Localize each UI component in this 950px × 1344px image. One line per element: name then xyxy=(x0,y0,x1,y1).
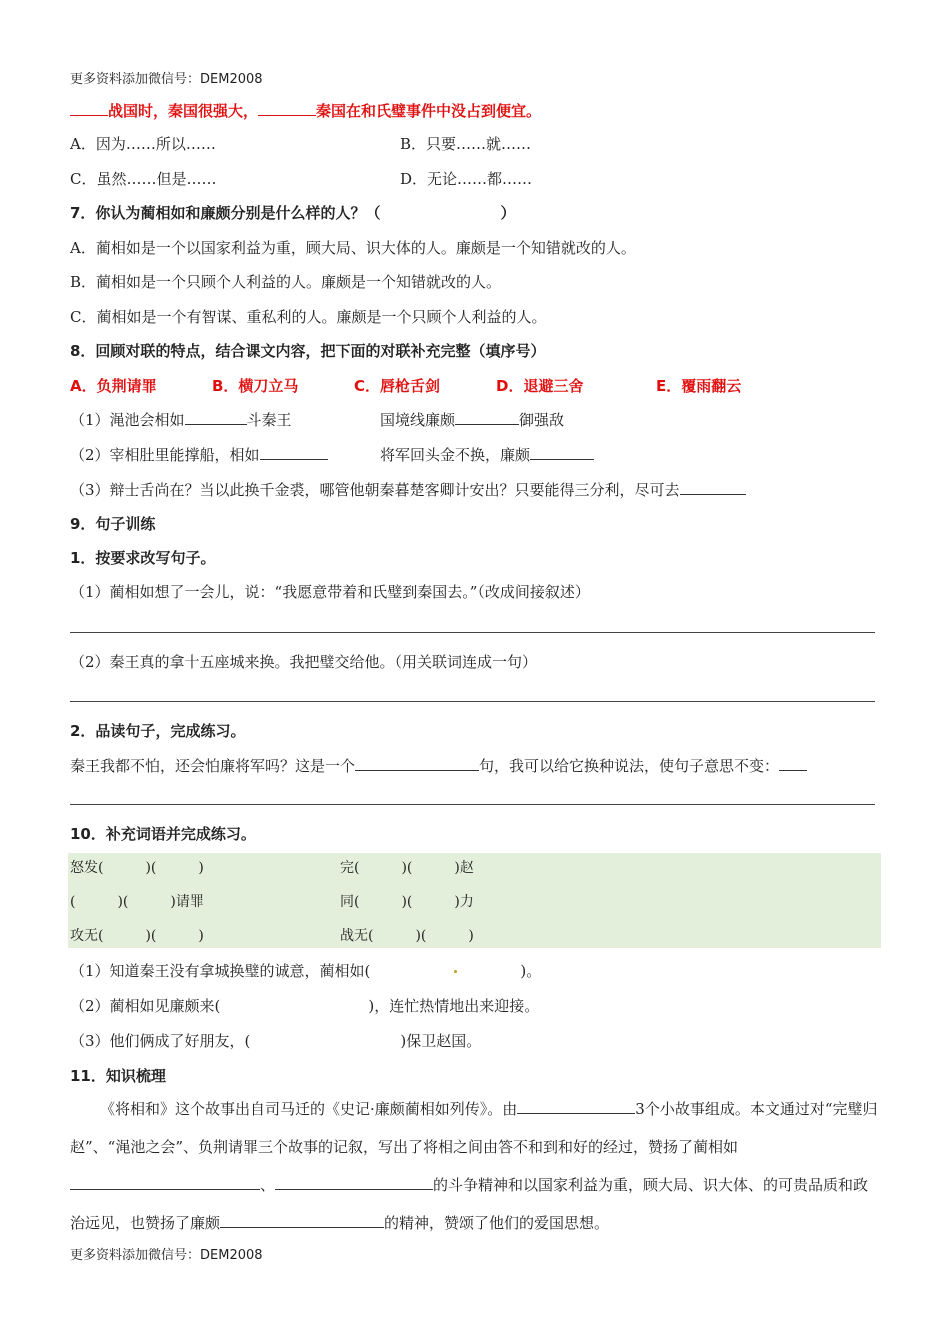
q8-choice-c: C．唇枪舌剑 xyxy=(354,377,441,395)
q7-stem xyxy=(70,203,515,223)
q6-stem xyxy=(70,101,541,121)
q8-item2-left xyxy=(70,445,328,465)
q9-s3-b: 句，我可以给它换种说法，使句子意思不变： xyxy=(479,757,780,775)
q6-option-a: A．因为……所以…… xyxy=(70,135,216,153)
q9-s3-blank-2[interactable] xyxy=(779,756,807,771)
q10-title: 10．补充词语并完成练习。 xyxy=(70,825,256,843)
q10-grid-r2-c1[interactable]: ( )( )请罪 xyxy=(70,894,204,910)
q9-s3-a: 秦王我都不怕，还会怕廉将军吗？这是一个 xyxy=(70,757,356,775)
q11-blank-4[interactable] xyxy=(220,1213,384,1228)
q8-item2-blank-2[interactable] xyxy=(530,445,594,460)
stray-mark xyxy=(454,970,457,973)
q6-option-b: B．只要……就…… xyxy=(400,135,532,153)
q10-e1-a: （1）知道秦王没有拿城换璧的诚意，蔺相如( xyxy=(70,962,371,980)
q6-option-c: C．虽然……但是…… xyxy=(70,170,217,188)
q9-s3-blank-1[interactable] xyxy=(355,756,479,771)
q10-e1-b: )。 xyxy=(520,962,542,980)
q9-answer-line-2[interactable] xyxy=(70,701,875,702)
q8-item2-right-text: 将军回头金不换，廉颇 xyxy=(380,446,531,464)
q8-item2-right xyxy=(380,445,594,465)
q9-sentence-2: （2）秦王真的拿十五座城来换。我把璧交给他。（用关联词连成一句） xyxy=(70,653,538,671)
q7-option-b: B．蔺相如是一个只顾个人利益的人。廉颇是一个知错就改的人。 xyxy=(70,273,502,291)
q6-part1: 战国时，秦国很强大， xyxy=(108,102,259,120)
q8-item3-text: （3）辩士舌尚在？当以此换千金裘，哪管他朝秦暮楚客卿计安出？只要能得三分利，尽可去 xyxy=(70,481,680,499)
q8-item1-left xyxy=(70,410,292,430)
q6-part2: 秦国在和氏璧事件中没占到便宜。 xyxy=(316,102,542,120)
footer-wechat-note: 更多资料添加微信号：DEM2008 xyxy=(70,1248,263,1263)
q10-grid-r1-c1[interactable]: 怒发( )( ) xyxy=(70,860,204,876)
q10-e2-b: )，连忙热情地出来迎接。 xyxy=(368,997,540,1015)
q11-p-c: 、 xyxy=(260,1176,276,1194)
q8-item1-right-b: 御强敌 xyxy=(519,411,565,429)
q8-item3-blank[interactable] xyxy=(680,480,746,495)
q7-stem-text: 7．你认为蔺相如和廉颇分别是什么样的人？（ xyxy=(70,204,381,222)
q8-item1-right xyxy=(380,410,564,430)
q10-grid-r2-c2[interactable]: 同( )( )力 xyxy=(340,894,474,910)
q8-choice-a: A．负荆请罪 xyxy=(70,377,157,395)
q10-exercise-1 xyxy=(70,961,541,981)
q7-paren-close: ） xyxy=(500,204,516,222)
q10-grid-r3-c2[interactable]: 战无( )( ) xyxy=(340,928,474,944)
q11-p-b: 3个小故事组成。本文通过对“完璧归赵”、“渑池之会”、负荆请罪三个故事的记叙，写出了将相之间由答不和到和好的经过，赞扬了蔺相如 xyxy=(70,1100,878,1156)
q9-answer-line-1[interactable] xyxy=(70,632,875,633)
q10-grid-r3-c1[interactable]: 攻无( )( ) xyxy=(70,928,204,944)
header-wechat-note: 更多资料添加微信号：DEM2008 xyxy=(70,72,263,87)
q10-grid-r1-c2[interactable]: 完( )( )赵 xyxy=(340,860,474,876)
q11-p-e: 的精神，赞颂了他们的爱国思想。 xyxy=(384,1214,610,1232)
q8-item1-left-a: （1）渑池会相如 xyxy=(70,411,185,429)
q10-exercise-3 xyxy=(70,1031,481,1051)
q11-paragraph xyxy=(70,1090,882,1242)
q8-item1-right-a: 国境线廉颇 xyxy=(380,411,456,429)
q9-sub1: 1．按要求改写句子。 xyxy=(70,549,216,567)
q7-option-a: A．蔺相如是一个以国家利益为重，顾大局、识大体的人。廉颇是一个知错就改的人。 xyxy=(70,239,636,257)
q11-blank-2[interactable] xyxy=(70,1175,260,1190)
q10-e3-b: )保卫赵国。 xyxy=(400,1032,482,1050)
q11-title: 11．知识梳理 xyxy=(70,1067,166,1085)
q8-item2-blank-1[interactable] xyxy=(260,445,328,460)
q8-item3 xyxy=(70,480,746,500)
q8-stem: 8．回顾对联的特点，结合课文内容，把下面的对联补充完整（填序号） xyxy=(70,342,546,360)
q8-choice-d: D．退避三舍 xyxy=(496,377,584,395)
q8-item1-blank-2[interactable] xyxy=(455,410,519,425)
q11-blank-1[interactable] xyxy=(517,1099,635,1114)
q9-title: 9．句子训练 xyxy=(70,515,156,533)
q11-p-a: 《将相和》这个故事出自司马迁的《史记·廉颇蔺相如列传》。由 xyxy=(100,1100,518,1118)
q8-choice-b: B．横刀立马 xyxy=(212,377,299,395)
q10-e2-a: （2）蔺相如见廉颇来( xyxy=(70,997,221,1015)
q11-p-d: 的斗争精神和以国家利益为重，顾大局、识大体、的可贵品质和政治远见，也赞扬了廉颇 xyxy=(70,1176,869,1232)
q7-option-c: C．蔺相如是一个有智谋、重私利的人。廉颇是一个只顾个人利益的人。 xyxy=(70,308,547,326)
q8-item2-left-text: （2）宰相肚里能撑船，相如 xyxy=(70,446,260,464)
q8-item1-left-b: 斗秦王 xyxy=(246,411,292,429)
q6-blank-2[interactable] xyxy=(258,101,316,116)
q8-item1-blank-1[interactable] xyxy=(185,410,247,425)
q9-sentence-1: （1）蔺相如想了一会儿，说：“我愿意带着和氏璧到秦国去。”（改成间接叙述） xyxy=(70,583,590,601)
q6-option-d: D．无论……都…… xyxy=(400,170,533,188)
q10-e3-a: （3）他们俩成了好朋友，( xyxy=(70,1032,251,1050)
q6-blank-1[interactable] xyxy=(70,101,108,116)
q9-sub2: 2．品读句子，完成练习。 xyxy=(70,722,246,740)
q11-blank-3[interactable] xyxy=(275,1175,433,1190)
q8-choice-e: E．覆雨翻云 xyxy=(656,377,742,395)
q10-exercise-2 xyxy=(70,996,539,1016)
q9-sentence-3 xyxy=(70,756,807,776)
q9-answer-line-3[interactable] xyxy=(70,804,875,805)
